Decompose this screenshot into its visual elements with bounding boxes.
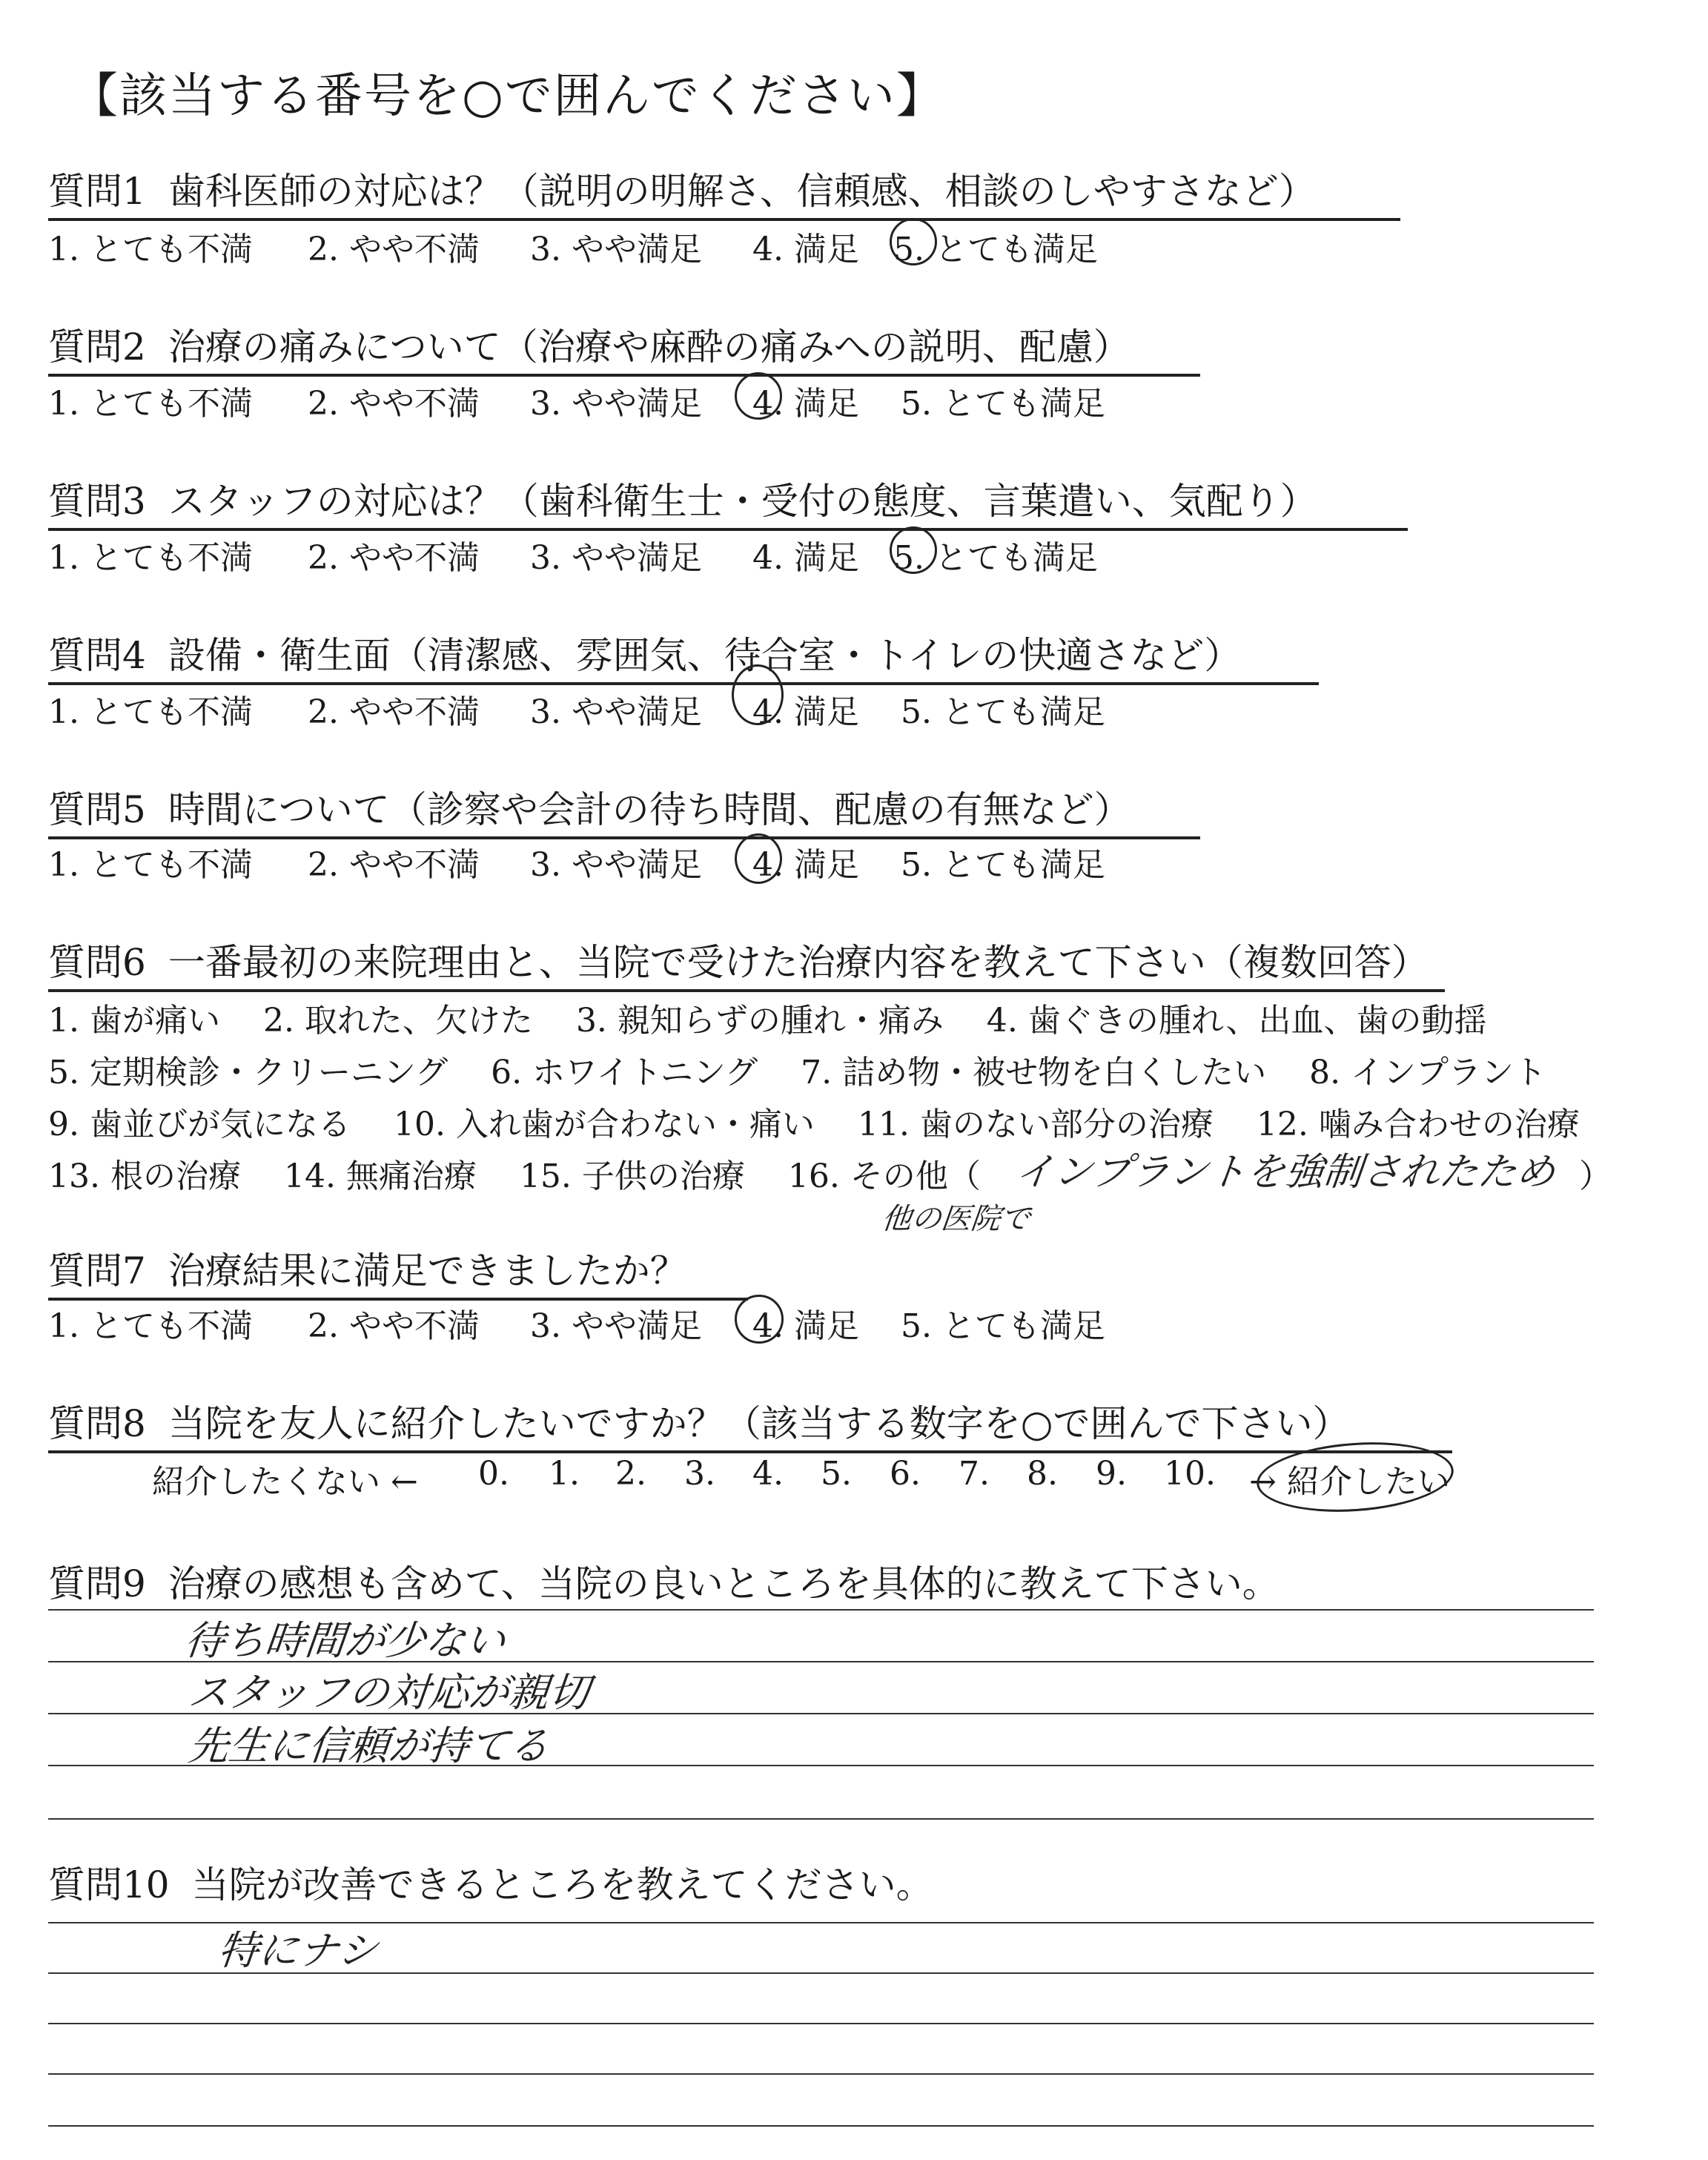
handwritten-answer-1: 待ち時間が少ない (182, 1617, 508, 1664)
option-13[interactable]: 13. 根の治療 (48, 1157, 241, 1195)
question-6 (48, 933, 1445, 992)
question-2-header (48, 317, 1200, 377)
scale-10[interactable]: 10. (1164, 1455, 1216, 1493)
question-10 (48, 1855, 933, 1909)
question-number: 質問2 (48, 326, 146, 369)
handwritten-answer-2: スタッフの対応が親切 (186, 1669, 592, 1716)
question-4-options (48, 685, 1234, 730)
option-3[interactable]: 3. やや満足 (530, 385, 702, 423)
answer-line (48, 2125, 1594, 2127)
question-text: 当院を友人に紹介したいですか？（該当する数字を○で囲んで下さい） (168, 1402, 1350, 1445)
question-text: 歯科医師の対応は？（説明の明解さ、信頼感、相談のしやすさなど） (168, 170, 1316, 213)
option-4[interactable]: 4. 満足 (752, 385, 859, 423)
option-16[interactable]: 16. その他（ (787, 1157, 981, 1195)
question-text: 時間について（診察や会計の待ち時間、配慮の有無など） (168, 788, 1131, 831)
question-number: 質問5 (48, 788, 146, 831)
question-7-options (48, 1299, 1234, 1344)
question-9-header (48, 1554, 1280, 1608)
question-8 (48, 1394, 1452, 1453)
other-handwritten-note: 他の医院で (880, 1202, 1033, 1236)
option-7[interactable]: 7. 詰め物・被せ物を白くしたい (801, 1054, 1267, 1091)
question-number: 質問10 (48, 1863, 170, 1906)
option-4[interactable]: 4. 歯ぐきの腫れ、出血、歯の動揺 (986, 1002, 1487, 1040)
question-text: 治療の感想も含めて、当院の良いところを具体的に教えて下さい。 (168, 1562, 1280, 1605)
question-number: 質問8 (48, 1402, 146, 1445)
question-6-row-2 (48, 1046, 1579, 1093)
question-5-header (48, 780, 1200, 839)
option-3[interactable]: 3. やや満足 (530, 231, 702, 268)
option-5[interactable]: 5. とても満足 (893, 231, 1098, 268)
question-5 (48, 780, 1200, 839)
scale-8[interactable]: 8. (1027, 1455, 1058, 1493)
option-5[interactable]: 5. とても満足 (901, 1307, 1105, 1345)
question-4 (48, 626, 1319, 685)
question-2 (48, 317, 1200, 377)
question-1-header (48, 162, 1400, 221)
selection-circle (890, 218, 937, 265)
option-4[interactable]: 4. 満足 (752, 693, 859, 731)
option-8[interactable]: 8. インプラント (1309, 1054, 1547, 1091)
option-3[interactable]: 3. 親知らずの腫れ・痛み (575, 1002, 944, 1040)
option-1[interactable]: 1. とても不満 (48, 1307, 253, 1345)
answer-line (48, 1818, 1594, 1820)
question-number: 質問3 (48, 480, 146, 523)
scale-9[interactable]: 9. (1096, 1455, 1127, 1493)
question-6-row-1 (48, 994, 1520, 1041)
option-3[interactable]: 3. やや満足 (530, 539, 702, 577)
question-text: 治療結果に満足できましたか？ (168, 1249, 687, 1292)
question-4-header (48, 626, 1319, 685)
question-text: 治療の痛みについて（治療や麻酔の痛みへの説明、配慮） (168, 326, 1131, 369)
option-2[interactable]: 2. やや不満 (308, 385, 480, 423)
option-3[interactable]: 3. やや満足 (530, 1307, 702, 1345)
option-10[interactable]: 10. 入れ歯が合わない・痛い (393, 1106, 815, 1143)
question-5-options (48, 838, 1234, 882)
option-5[interactable]: 5. とても満足 (901, 846, 1105, 884)
question-6-header (48, 933, 1445, 992)
question-7-header (48, 1241, 748, 1301)
option-2[interactable]: 2. やや不満 (308, 231, 480, 268)
option-2[interactable]: 2. やや不満 (308, 1307, 480, 1345)
handwritten-answer-1: 特にナシ (216, 1927, 380, 1974)
scale-2[interactable]: 2. (615, 1455, 646, 1493)
selection-circle (735, 372, 782, 420)
scale-right-label[interactable]: → 紹介したい (1249, 1463, 1450, 1501)
option-5[interactable]: 5. 定期検診・クリーニング (48, 1054, 448, 1091)
option-15[interactable]: 15. 子供の治療 (519, 1157, 745, 1195)
option-2[interactable]: 2. やや不満 (308, 693, 480, 731)
scale-left-label: 紹介したくない ← (152, 1463, 418, 1501)
option-11[interactable]: 11. 歯のない部分の治療 (857, 1106, 1214, 1143)
question-number: 質問9 (48, 1562, 146, 1605)
scale-7[interactable]: 7. (959, 1455, 990, 1493)
question-number: 質問7 (48, 1249, 146, 1292)
scale-0[interactable]: 0. (478, 1455, 509, 1493)
page-title: 【該当する番号を○で囲んでください】 (70, 69, 945, 124)
option-1[interactable]: 1. とても不満 (48, 846, 253, 884)
option-2[interactable]: 2. やや不満 (308, 539, 480, 577)
selection-circle (735, 1295, 784, 1344)
selection-circle (890, 526, 937, 574)
option-4[interactable]: 4. 満足 (752, 231, 859, 268)
question-7 (48, 1241, 748, 1301)
handwritten-answer-3: 先生に信頼が持てる (186, 1723, 552, 1769)
question-3-options (48, 531, 1234, 575)
question-text: 一番最初の来院理由と、当院で受けた治療内容を教えて下さい（複数回答） (168, 941, 1429, 984)
option-3[interactable]: 3. やや満足 (530, 846, 702, 884)
option-1[interactable]: 1. とても不満 (48, 385, 253, 423)
question-10-header (48, 1855, 933, 1909)
option-5[interactable]: 5. とても満足 (901, 693, 1105, 731)
selection-circle (732, 664, 784, 725)
question-2-options (48, 377, 1234, 421)
scale-6[interactable]: 6. (890, 1455, 921, 1493)
option-5[interactable]: 5. とても満足 (901, 385, 1105, 423)
scale-4[interactable]: 4. (752, 1455, 784, 1493)
scale-5[interactable]: 5. (821, 1455, 852, 1493)
close-paren: ） (1579, 1157, 1612, 1195)
other-handwritten-answer: インプラントを強制されたため (1013, 1150, 1558, 1195)
question-text: 当院が改善できるところを教えてください。 (191, 1863, 933, 1906)
option-4[interactable]: 4. 満足 (752, 539, 859, 577)
question-3 (48, 472, 1408, 531)
option-9[interactable]: 9. 歯並びが気になる (48, 1106, 351, 1143)
question-8-scale (152, 1455, 1486, 1507)
question-3-header (48, 472, 1408, 531)
question-number: 質問1 (48, 170, 146, 213)
option-12[interactable]: 12. 噛み合わせの治療 (1256, 1106, 1580, 1143)
option-2[interactable]: 2. 取れた、欠けた (262, 1002, 533, 1040)
option-1[interactable]: 1. とても不満 (48, 231, 253, 268)
answer-line (48, 2023, 1594, 2024)
option-2[interactable]: 2. やや不満 (308, 846, 480, 884)
option-14[interactable]: 14. 無痛治療 (283, 1157, 477, 1195)
question-number: 質問6 (48, 941, 146, 984)
scale-1[interactable]: 1. (549, 1455, 580, 1493)
option-5[interactable]: 5. とても満足 (893, 539, 1098, 577)
option-1[interactable]: 1. とても不満 (48, 539, 253, 577)
question-number: 質問4 (48, 634, 146, 677)
question-6-row-3 (48, 1097, 1612, 1145)
question-text: 設備・衛生面（清潔感、雰囲気、待合室・トイレの快適さなど） (168, 634, 1242, 677)
scale-3[interactable]: 3. (684, 1455, 715, 1493)
option-6[interactable]: 6. ホワイトニング (491, 1054, 758, 1091)
question-text: スタッフの対応は？（歯科衛生士・受付の態度、言葉遣い、気配り） (168, 480, 1317, 523)
option-3[interactable]: 3. やや満足 (530, 693, 702, 731)
option-4[interactable]: 4. 満足 (752, 1307, 859, 1345)
answer-line (48, 2073, 1594, 2075)
question-9 (48, 1554, 1280, 1608)
selection-circle (735, 833, 782, 884)
question-1-options (48, 222, 1234, 267)
question-8-header (48, 1394, 1452, 1453)
option-4[interactable]: 4. 満足 (752, 846, 859, 884)
option-1[interactable]: 1. 歯が痛い (48, 1002, 220, 1040)
question-1 (48, 162, 1400, 221)
option-1[interactable]: 1. とても不満 (48, 693, 253, 731)
question-6-row-4 (48, 1149, 981, 1197)
